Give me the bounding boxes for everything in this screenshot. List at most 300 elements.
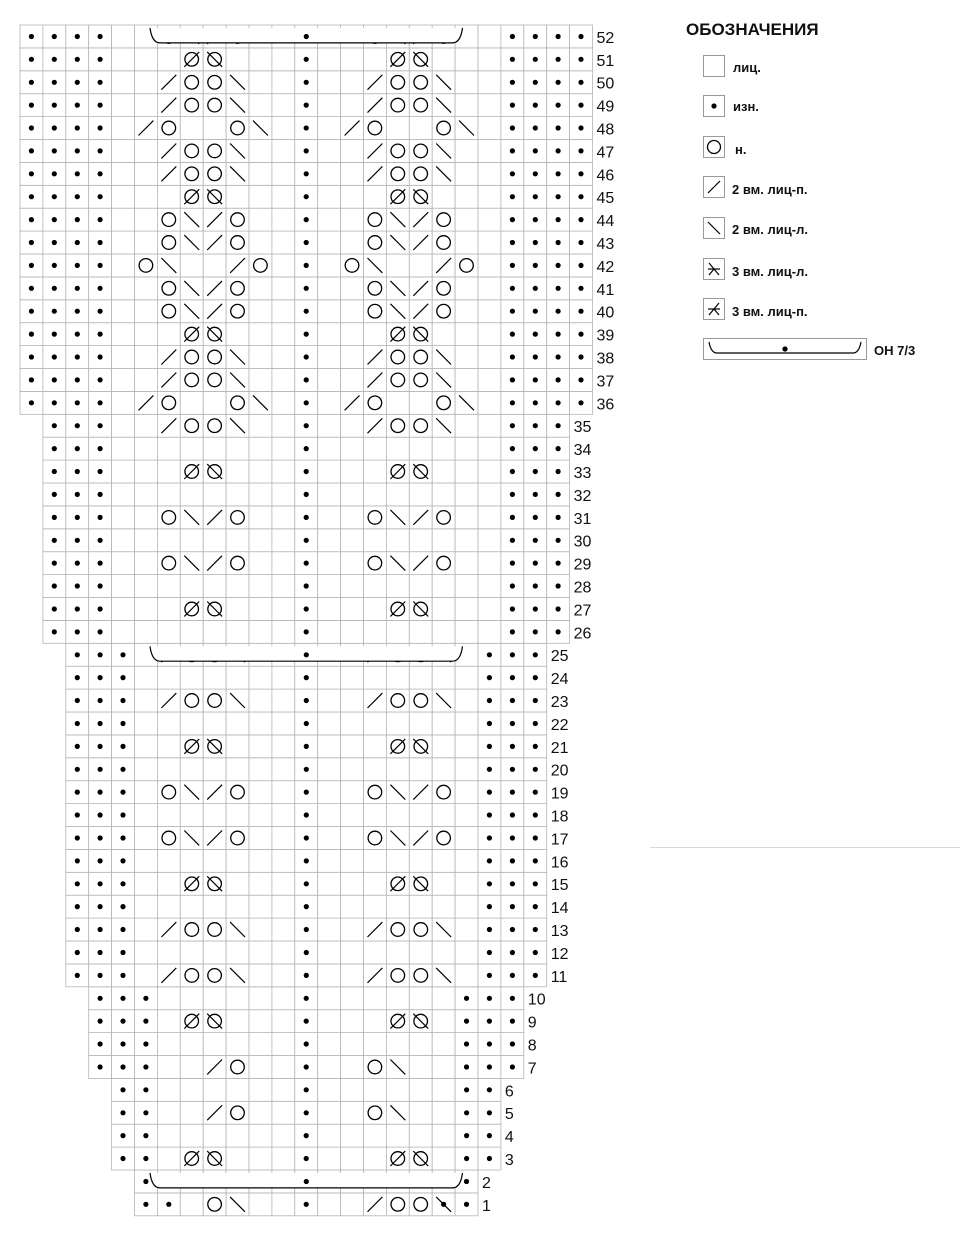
chart-cell	[341, 575, 364, 598]
chart-cell	[341, 1033, 364, 1056]
chart-cell	[203, 964, 226, 987]
purl-mark	[143, 1179, 148, 1184]
chart-cell	[455, 140, 478, 163]
chart-cell	[409, 117, 432, 140]
chart-cell	[157, 483, 180, 506]
chart-cell	[341, 712, 364, 735]
purl-mark	[556, 377, 561, 382]
chart-cell	[478, 620, 501, 643]
purl-mark	[52, 125, 57, 130]
chart-cell	[478, 254, 501, 277]
chart-cell	[249, 460, 272, 483]
chart-cell	[478, 48, 501, 71]
chart-cell	[203, 895, 226, 918]
chart-cell	[203, 1033, 226, 1056]
purl-mark	[98, 80, 103, 85]
purl-mark	[556, 57, 561, 62]
chart-cell	[386, 689, 409, 712]
chart-cell	[272, 483, 295, 506]
row-number: 39	[596, 327, 615, 345]
chart-cell	[318, 414, 341, 437]
chart-cell	[157, 437, 180, 460]
chart-cell	[180, 529, 203, 552]
chart-cell	[364, 185, 387, 208]
chart-cell	[341, 987, 364, 1010]
chart-cell	[455, 964, 478, 987]
purl-mark	[487, 835, 492, 840]
chart-cell	[432, 1147, 455, 1170]
chart-cell	[409, 414, 432, 437]
purl-mark	[120, 904, 125, 909]
purl-mark	[510, 790, 515, 795]
chart-cell	[249, 827, 272, 850]
row-number: 20	[550, 762, 569, 780]
chart-cell	[455, 895, 478, 918]
purl-mark	[304, 1156, 309, 1161]
chart-cell	[157, 666, 180, 689]
purl-mark	[556, 446, 561, 451]
purl-mark	[556, 80, 561, 85]
purl-mark	[98, 171, 103, 176]
chart-cell	[364, 300, 387, 323]
chart-cell	[135, 529, 158, 552]
chart-cell	[157, 987, 180, 1010]
chart-cell	[249, 323, 272, 346]
purl-mark	[556, 171, 561, 176]
purl-mark	[75, 492, 80, 497]
purl-mark	[52, 538, 57, 543]
purl-mark	[75, 194, 80, 199]
purl-mark	[510, 34, 515, 39]
row-number: 50	[596, 75, 615, 93]
purl-mark	[533, 858, 538, 863]
purl-mark	[98, 263, 103, 268]
chart-cell	[318, 162, 341, 185]
chart-cell	[226, 620, 249, 643]
chart-cell	[180, 712, 203, 735]
purl-mark	[304, 286, 309, 291]
chart-cell	[455, 781, 478, 804]
chart-cell	[135, 941, 158, 964]
purl-mark	[487, 1156, 492, 1161]
chart-cell	[226, 552, 249, 575]
purl-mark	[533, 492, 538, 497]
chart-cell	[272, 941, 295, 964]
chart-cell	[226, 529, 249, 552]
purl-mark	[75, 583, 80, 588]
legend-title: ОБОЗНАЧЕНИЯ	[686, 20, 819, 39]
chart-cell	[409, 140, 432, 163]
purl-mark	[304, 377, 309, 382]
purl-mark	[533, 57, 538, 62]
chart-cell	[432, 117, 455, 140]
purl-mark	[120, 1156, 125, 1161]
purl-mark	[75, 240, 80, 245]
chart-cell	[341, 323, 364, 346]
purl-mark	[556, 583, 561, 588]
purl-mark	[556, 217, 561, 222]
chart-cell	[157, 552, 180, 575]
row-number: 51	[596, 52, 615, 70]
purl-mark	[29, 309, 34, 314]
row-number: 29	[573, 556, 592, 574]
chart-cell	[364, 552, 387, 575]
chart-cell	[455, 827, 478, 850]
purl-mark	[487, 858, 492, 863]
chart-cell	[226, 827, 249, 850]
chart-cell	[135, 94, 158, 117]
purl-mark	[75, 515, 80, 520]
purl-mark	[510, 332, 515, 337]
purl-mark	[304, 629, 309, 634]
chart-cell	[180, 895, 203, 918]
chart-cell	[272, 804, 295, 827]
chart-cell	[112, 460, 135, 483]
chart-cell	[180, 1101, 203, 1124]
purl-mark	[98, 377, 103, 382]
chart-cell	[432, 735, 455, 758]
chart-cell	[157, 460, 180, 483]
chart-cell	[455, 48, 478, 71]
purl-mark	[578, 286, 583, 291]
chart-cell	[478, 437, 501, 460]
purl-mark	[98, 354, 103, 359]
chart-cell	[135, 804, 158, 827]
chart-cell	[112, 391, 135, 414]
chart-cell	[180, 918, 203, 941]
row-number: 28	[573, 579, 592, 597]
chart-cell	[386, 895, 409, 918]
purl-mark	[75, 446, 80, 451]
chart-cell	[455, 804, 478, 827]
purl-mark	[556, 148, 561, 153]
purl-mark	[98, 767, 103, 772]
purl-mark	[304, 1110, 309, 1115]
purl-mark	[120, 1110, 125, 1115]
purl-mark	[533, 377, 538, 382]
chart-cell	[272, 552, 295, 575]
purl-mark	[510, 103, 515, 108]
chart-cell	[341, 552, 364, 575]
purl-mark	[29, 171, 34, 176]
chart-cell	[341, 758, 364, 781]
chart-cell	[409, 895, 432, 918]
row-number: 16	[550, 854, 569, 872]
purl-mark	[487, 721, 492, 726]
chart-cell	[386, 71, 409, 94]
chart-cell	[249, 506, 272, 529]
chart-cell	[157, 1147, 180, 1170]
chart-cell	[478, 323, 501, 346]
chart-cell	[249, 781, 272, 804]
chart-cell	[455, 277, 478, 300]
purl-mark	[487, 1087, 492, 1092]
purl-mark	[98, 675, 103, 680]
purl-mark	[29, 286, 34, 291]
chart-cell	[432, 323, 455, 346]
purl-mark	[510, 606, 515, 611]
purl-mark	[510, 309, 515, 314]
chart-cell	[432, 277, 455, 300]
chart-cell	[341, 346, 364, 369]
purl-mark	[578, 103, 583, 108]
chart-cell	[455, 483, 478, 506]
chart-cell	[364, 575, 387, 598]
chart-cell	[112, 323, 135, 346]
chart-cell	[249, 94, 272, 117]
chart-cell	[341, 1078, 364, 1101]
chart-cell	[272, 1101, 295, 1124]
chart-cell	[226, 437, 249, 460]
purl-mark	[75, 561, 80, 566]
row-number: 37	[596, 373, 615, 391]
purl-mark	[98, 148, 103, 153]
chart-cell	[478, 598, 501, 621]
chart-cell	[272, 758, 295, 781]
chart-cell	[157, 941, 180, 964]
chart-cell	[180, 369, 203, 392]
purl-mark	[120, 858, 125, 863]
purl-mark	[304, 354, 309, 359]
purl-mark	[304, 881, 309, 886]
chart-cell	[409, 689, 432, 712]
chart-cell	[341, 185, 364, 208]
purl-mark	[75, 263, 80, 268]
chart-cell	[226, 804, 249, 827]
chart-cell	[318, 391, 341, 414]
chart-cell	[272, 689, 295, 712]
purl-mark	[120, 790, 125, 795]
purl-mark	[75, 538, 80, 543]
chart-cell	[157, 277, 180, 300]
chart-cell	[203, 1193, 226, 1216]
chart-cell	[135, 208, 158, 231]
chart-cell	[272, 506, 295, 529]
chart-cell	[364, 437, 387, 460]
chart-cell	[203, 254, 226, 277]
purl-mark	[510, 881, 515, 886]
purl-mark	[578, 125, 583, 130]
chart-cell	[318, 185, 341, 208]
row-number: 18	[550, 808, 569, 826]
chart-cell	[386, 162, 409, 185]
purl-mark	[533, 171, 538, 176]
chart-cell	[135, 185, 158, 208]
chart-cell	[364, 620, 387, 643]
purl-mark	[510, 57, 515, 62]
purl-mark	[304, 721, 309, 726]
chart-cell	[226, 712, 249, 735]
chart-cell	[112, 369, 135, 392]
purl-mark	[98, 927, 103, 932]
row-number: 41	[596, 281, 615, 299]
purl-mark	[464, 1110, 469, 1115]
chart-cell	[386, 758, 409, 781]
purl-mark	[75, 606, 80, 611]
chart-cell	[432, 666, 455, 689]
purl-mark	[75, 698, 80, 703]
chart-cell	[112, 414, 135, 437]
chart-cell	[157, 323, 180, 346]
purl-mark	[510, 263, 515, 268]
chart-cell	[249, 941, 272, 964]
purl-mark	[556, 561, 561, 566]
purl-mark	[533, 950, 538, 955]
legend-label-k2tog-right: 2 вм. лиц-п.	[732, 182, 808, 197]
chart-cell	[432, 483, 455, 506]
chart-cell	[272, 208, 295, 231]
purl-mark	[533, 469, 538, 474]
purl-mark	[120, 721, 125, 726]
row-number: 52	[596, 29, 615, 47]
chart-cell	[318, 1078, 341, 1101]
purl-mark	[464, 1156, 469, 1161]
purl-mark	[75, 790, 80, 795]
chart-cell	[272, 1056, 295, 1079]
chart-cell	[432, 1033, 455, 1056]
purl-mark	[52, 606, 57, 611]
purl-mark	[75, 973, 80, 978]
chart-cell	[318, 300, 341, 323]
row-number: 27	[573, 602, 592, 620]
chart-cell	[112, 48, 135, 71]
chart-cell	[318, 849, 341, 872]
chart-cell	[318, 117, 341, 140]
chart-cell	[318, 964, 341, 987]
chart-cell	[455, 552, 478, 575]
chart-cell	[157, 712, 180, 735]
chart-cell	[364, 758, 387, 781]
chart-cell	[455, 758, 478, 781]
chart-cell	[272, 460, 295, 483]
chart-cell	[135, 620, 158, 643]
chart-cell	[409, 758, 432, 781]
row-number: 33	[573, 465, 592, 482]
chart-cell	[478, 25, 501, 48]
chart-cell	[409, 1033, 432, 1056]
chart-cell	[135, 918, 158, 941]
purl-mark	[533, 927, 538, 932]
row-number: 9	[527, 1014, 537, 1032]
purl-mark	[510, 652, 515, 657]
purl-mark	[556, 423, 561, 428]
chart-cell	[455, 414, 478, 437]
chart-cell	[364, 48, 387, 71]
purl-mark	[533, 790, 538, 795]
chart-cell	[318, 1193, 341, 1216]
row-number: 43	[596, 236, 615, 253]
purl-mark	[487, 996, 492, 1001]
purl-mark	[98, 858, 103, 863]
purl-mark	[98, 103, 103, 108]
purl-mark	[510, 538, 515, 543]
chart-cell	[157, 529, 180, 552]
purl-mark	[304, 1179, 309, 1184]
chart-cell	[455, 71, 478, 94]
purl-mark	[143, 1156, 148, 1161]
chart-cell	[432, 849, 455, 872]
chart-cell	[135, 552, 158, 575]
chart-cell	[180, 575, 203, 598]
purl-mark	[52, 171, 57, 176]
legend-label-k3tog-left: 3 вм. лиц-л.	[732, 264, 808, 279]
chart-cell	[386, 1033, 409, 1056]
row-number: 31	[573, 510, 592, 528]
purl-mark	[304, 217, 309, 222]
purl-mark	[98, 652, 103, 657]
purl-mark	[75, 835, 80, 840]
chart-cell	[318, 437, 341, 460]
chart-cell	[432, 895, 455, 918]
purl-mark	[98, 790, 103, 795]
chart-cell	[455, 620, 478, 643]
chart-cell	[249, 162, 272, 185]
purl-mark	[533, 423, 538, 428]
chart-cell	[272, 872, 295, 895]
purl-mark	[533, 538, 538, 543]
purl-mark	[143, 1064, 148, 1069]
chart-cell	[157, 1010, 180, 1033]
purl-mark	[304, 469, 309, 474]
chart-cell	[249, 598, 272, 621]
chart-cell	[364, 1101, 387, 1124]
chart-cell	[157, 781, 180, 804]
chart-cell	[135, 323, 158, 346]
purl-mark	[533, 194, 538, 199]
chart-cell	[226, 987, 249, 1010]
chart-cell	[226, 1010, 249, 1033]
purl-mark	[98, 125, 103, 130]
chart-cell	[386, 117, 409, 140]
row-number: 6	[504, 1083, 514, 1101]
chart-cell	[226, 323, 249, 346]
chart-cell	[409, 620, 432, 643]
purl-mark	[510, 515, 515, 520]
legend-label-purl: изн.	[733, 99, 759, 114]
purl-mark	[304, 34, 309, 39]
purl-mark	[29, 194, 34, 199]
row-number: 32	[573, 487, 592, 505]
purl-mark	[98, 332, 103, 337]
purl-mark	[143, 1019, 148, 1024]
chart-cell	[432, 208, 455, 231]
chart-cell	[157, 872, 180, 895]
purl-mark	[487, 652, 492, 657]
chart-cell	[409, 849, 432, 872]
chart-cell	[157, 620, 180, 643]
chart-cell	[180, 941, 203, 964]
chart-cell	[203, 1078, 226, 1101]
purl-mark	[533, 561, 538, 566]
chart-cell	[318, 1101, 341, 1124]
purl-mark	[75, 103, 80, 108]
purl-mark	[52, 34, 57, 39]
chart-cell	[203, 804, 226, 827]
chart-cell	[249, 620, 272, 643]
chart-cell	[386, 529, 409, 552]
purl-mark	[556, 263, 561, 268]
chart-cell	[386, 391, 409, 414]
chart-cell	[364, 506, 387, 529]
purl-mark	[29, 103, 34, 108]
chart-cell	[112, 552, 135, 575]
chart-cell	[409, 391, 432, 414]
purl-mark	[98, 469, 103, 474]
chart-cell	[112, 598, 135, 621]
chart-cell	[249, 414, 272, 437]
purl-mark	[510, 492, 515, 497]
purl-mark	[75, 171, 80, 176]
